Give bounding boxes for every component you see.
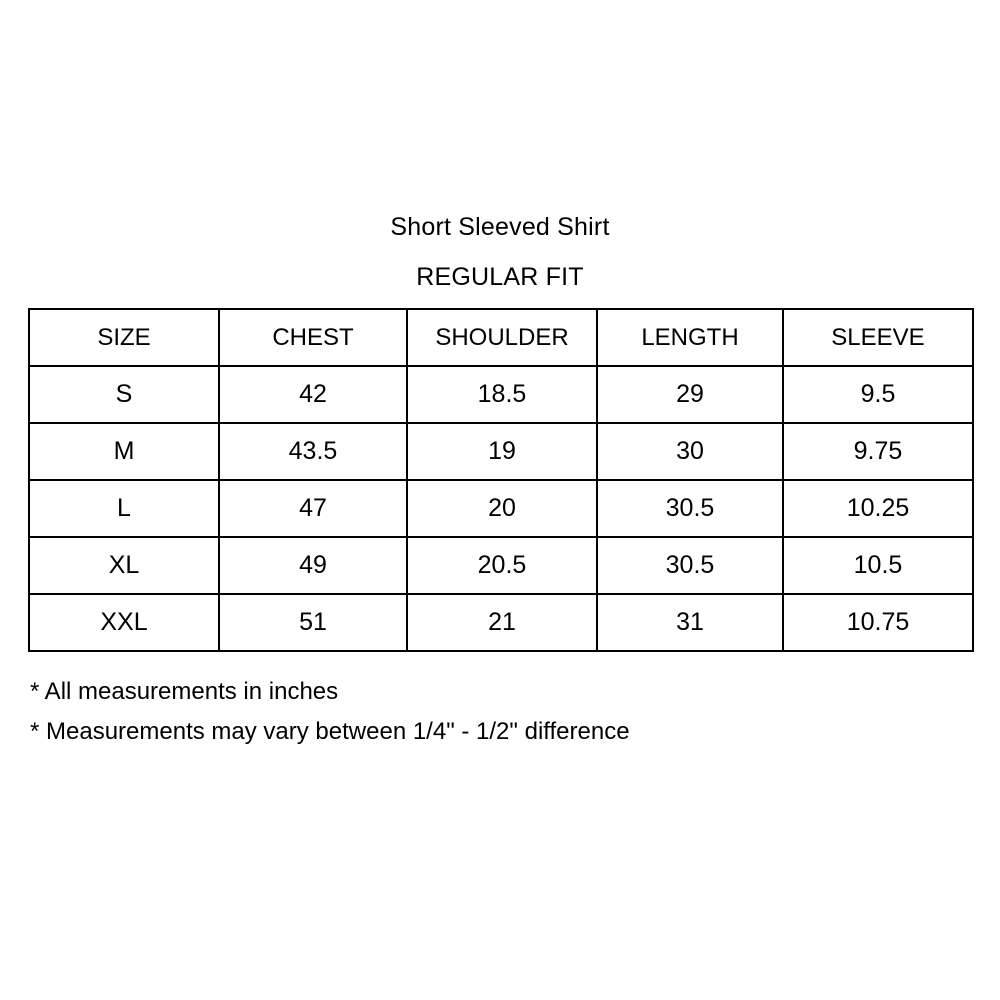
cell-shoulder: 19 bbox=[407, 423, 597, 480]
table-header-row bbox=[29, 309, 973, 366]
table-row bbox=[29, 594, 973, 651]
cell-sleeve: 10.5 bbox=[783, 537, 973, 594]
notes-block bbox=[30, 672, 970, 752]
cell-sleeve: 9.75 bbox=[783, 423, 973, 480]
cell-chest: 51 bbox=[219, 594, 407, 651]
cell-shoulder: 20.5 bbox=[407, 537, 597, 594]
cell-size: XXL bbox=[29, 594, 219, 651]
page-subtitle: REGULAR FIT bbox=[416, 263, 584, 291]
note-measurements-unit: * All measurements in inches bbox=[30, 678, 339, 705]
column-header-chest: CHEST bbox=[219, 309, 407, 366]
note-measurement-variance: * Measurements may vary between 1/4" - 1/2" difference bbox=[30, 718, 630, 745]
table-row bbox=[29, 423, 973, 480]
cell-length: 30.5 bbox=[597, 537, 783, 594]
cell-chest: 49 bbox=[219, 537, 407, 594]
size-chart-table bbox=[28, 308, 974, 652]
cell-sleeve: 9.5 bbox=[783, 366, 973, 423]
cell-shoulder: 20 bbox=[407, 480, 597, 537]
cell-chest: 43.5 bbox=[219, 423, 407, 480]
cell-shoulder: 21 bbox=[407, 594, 597, 651]
column-header-size: SIZE bbox=[29, 309, 219, 366]
title-block bbox=[0, 208, 1000, 296]
cell-length: 29 bbox=[597, 366, 783, 423]
cell-size: XL bbox=[29, 537, 219, 594]
cell-length: 30.5 bbox=[597, 480, 783, 537]
cell-length: 31 bbox=[597, 594, 783, 651]
cell-sleeve: 10.75 bbox=[783, 594, 973, 651]
table-row bbox=[29, 366, 973, 423]
column-header-shoulder: SHOULDER bbox=[407, 309, 597, 366]
cell-sleeve: 10.25 bbox=[783, 480, 973, 537]
table-row bbox=[29, 480, 973, 537]
column-header-sleeve: SLEEVE bbox=[783, 309, 973, 366]
cell-size: L bbox=[29, 480, 219, 537]
cell-size: M bbox=[29, 423, 219, 480]
table-row bbox=[29, 537, 973, 594]
page-title: Short Sleeved Shirt bbox=[390, 213, 610, 241]
cell-chest: 42 bbox=[219, 366, 407, 423]
cell-length: 30 bbox=[597, 423, 783, 480]
column-header-length: LENGTH bbox=[597, 309, 783, 366]
cell-chest: 47 bbox=[219, 480, 407, 537]
cell-shoulder: 18.5 bbox=[407, 366, 597, 423]
cell-size: S bbox=[29, 366, 219, 423]
